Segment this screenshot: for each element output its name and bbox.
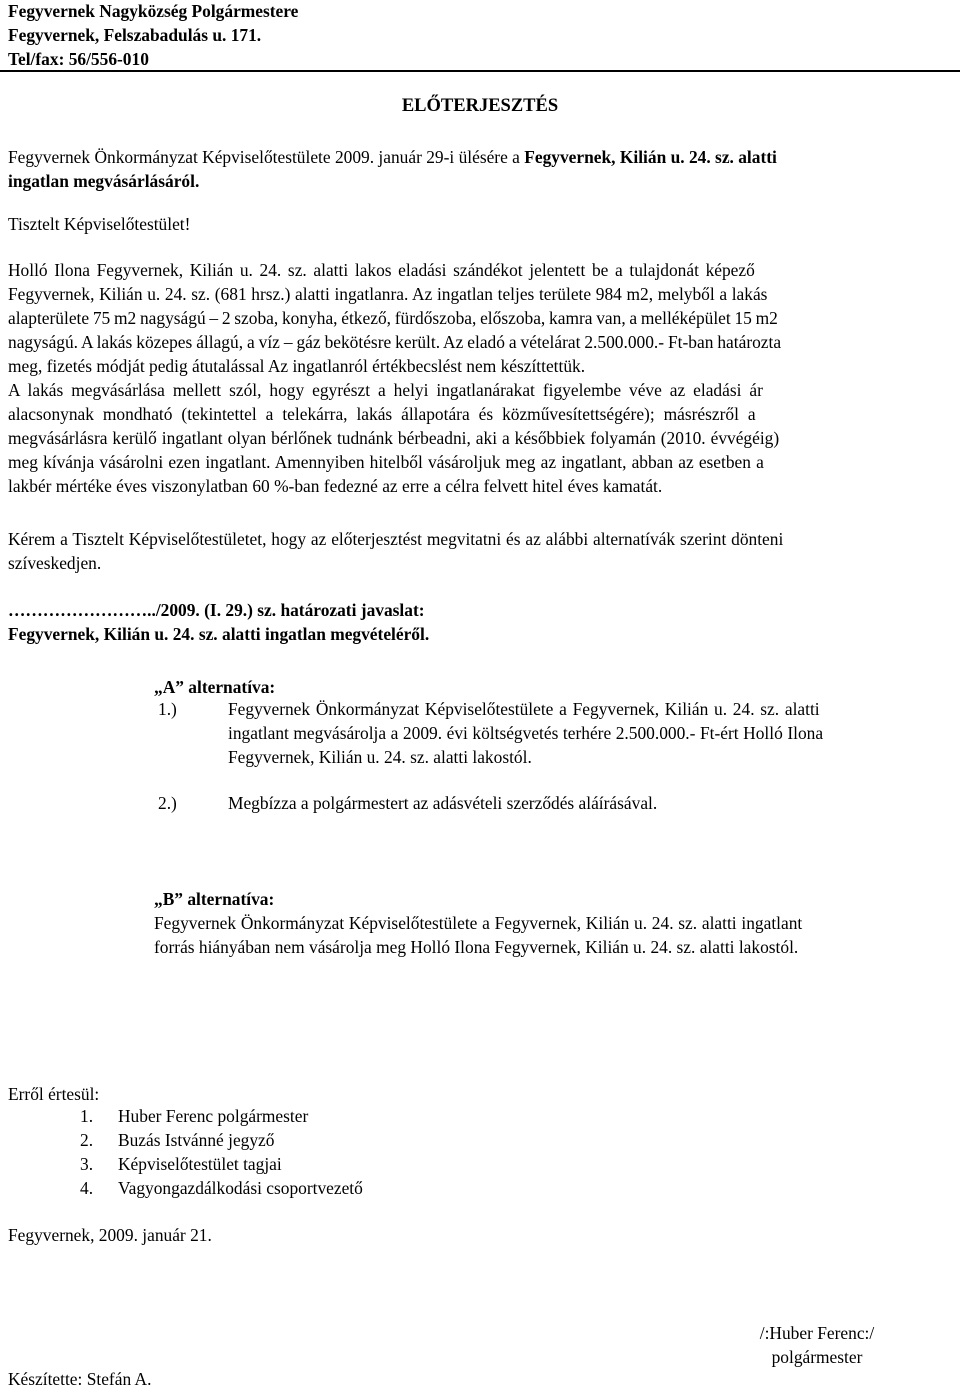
body-line: megvásárlásra kerülő ingatlant olyan bérlőnek tudnánk bérbeadni, aki a későbbiek folyamán (2010. évvégéig) [8, 428, 780, 448]
notify-heading: Erről értesül: [8, 1084, 100, 1104]
body-paragraph [8, 258, 952, 498]
resolution-subject: Fegyvernek, Kilián u. 24. sz. alatti ingatlan megvételéről. [8, 624, 430, 644]
header-rule [0, 70, 960, 72]
notify-list [80, 1104, 363, 1200]
notify-item [80, 1128, 363, 1152]
subject-line-2: ingatlan megvásárlásáról. [8, 171, 200, 191]
body-line: lakbér mértéke éves viszonylatban 60 %-ban fedezné az erre a célra felvett hitel éves kamatát. [8, 476, 663, 496]
salutation: Tisztelt Képviselőtestület! [8, 214, 191, 234]
alt-a-item-1-number: 1.) [158, 699, 177, 719]
body-line: Holló Ilona Fegyvernek, Kilián u. 24. sz. alatti lakos eladási szándékot jelentett be a tulajdonát képező [8, 260, 755, 280]
notify-item [80, 1104, 363, 1128]
alt-a-item-1-line: Fegyvernek, Kilián u. 24. sz. alatti lakostól. [228, 747, 532, 767]
notify-item [80, 1176, 363, 1200]
subject-line-1 [8, 145, 952, 169]
alt-a-heading: „A” alternatíva: [154, 677, 276, 697]
notify-item-text: Buzás Istvánné jegyző [118, 1130, 275, 1150]
notify-item [80, 1152, 363, 1176]
body-line: alacsonynak mondható (tekintettel a telekárra, lakás állapotára és közművesítettségére); másrészről a [8, 404, 756, 424]
body-line: Fegyvernek, Kilián u. 24. sz. (681 hrsz.) alatti ingatlanra. Az ingatlan teljes területe 984 m2, melyből a lakás [8, 284, 768, 304]
letterhead-address: Fegyvernek, Felszabadulás u. 171. [8, 25, 262, 45]
subject-address: Fegyvernek, Kilián u. 24. sz. alatti [524, 147, 777, 167]
notify-item-number: 2. [80, 1130, 94, 1150]
request-line: Kérem a Tisztelt Képviselőtestületet, hogy az előterjesztést megvitatni és az alábbi alternatívák szerint dönteni [8, 529, 784, 549]
body-line: alapterülete 75 m2 nagyságú – 2 szoba, konyha, étkező, fürdőszoba, előszoba, kamra van, a melléképület 15 m2 [8, 308, 778, 328]
alt-a-item-2-text: Megbízza a polgármestert az adásvételi szerződés aláírásával. [228, 793, 658, 813]
notify-item-number: 1. [80, 1106, 94, 1126]
alt-b-heading: „B” alternatíva: [154, 889, 275, 909]
document-title: ELŐTERJESZTÉS [401, 96, 559, 116]
prepared-by: Készítette: Stefán A. [8, 1369, 152, 1389]
notify-item-text: Vagyongazdálkodási csoportvezető [118, 1178, 363, 1198]
signature-role: polgármester [771, 1347, 863, 1367]
alt-b-line: forrás hiányában nem vásárolja meg Holló Ilona Fegyvernek, Kilián u. 24. sz. alatti lakostól. [154, 937, 799, 957]
alt-b-text [154, 911, 954, 959]
request-line: szíveskedjen. [8, 553, 102, 573]
letterhead [8, 0, 298, 71]
alt-a-item-1-line: Fegyvernek Önkormányzat Képviselőtestülete a Fegyvernek, Kilián u. 24. sz. alatti [228, 699, 820, 719]
request-paragraph [8, 527, 952, 575]
resolution-number: ……………………../2009. (I. 29.) sz. határozati javaslat: [8, 600, 425, 620]
notify-item-text: Képviselőtestület tagjai [118, 1154, 282, 1174]
body-line: A lakás megvásárlása mellett szól, hogy egyrészt a helyi ingatlanárakat figyelembe véve az eladási ár [8, 380, 763, 400]
alt-b-line: Fegyvernek Önkormányzat Képviselőtestülete a Fegyvernek, Kilián u. 24. sz. alatti ingatlant [154, 913, 803, 933]
body-line: nagyságú. A lakás közepes állagú, a víz – gáz bekötésre került. Az eladó a vételárat 2.500.000.- Ft-ban határozta [8, 332, 782, 352]
alt-a-item-1-text [228, 697, 952, 769]
letterhead-office: Fegyvernek Nagyközség Polgármestere [8, 1, 299, 21]
subject-paragraph [8, 145, 952, 193]
notify-item-number: 3. [80, 1154, 94, 1174]
resolution-heading [8, 598, 952, 646]
letterhead-phone: Tel/fax: 56/556-010 [8, 49, 149, 69]
alt-a-item-1-line: ingatlant megvásárolja a 2009. évi költségvetés terhére 2.500.000.- Ft-ért Holló Ilona [228, 723, 824, 743]
notify-item-number: 4. [80, 1178, 94, 1198]
signature-name: /:Huber Ferenc:/ [759, 1323, 875, 1343]
signature-block [742, 1321, 892, 1369]
body-line: meg kívánja vásárolni ezen ingatlant. Amennyiben hitelből vásároljuk meg az ingatlant, abban az esetben a [8, 452, 764, 472]
document-date: Fegyvernek, 2009. január 21. [8, 1225, 212, 1245]
body-line: meg, fizetés módját pedig átutalással Az ingatlanról értékbecslést nem készíttettük. [8, 356, 586, 376]
notify-item-text: Huber Ferenc polgármester [118, 1106, 309, 1126]
subject-text: Fegyvernek Önkormányzat Képviselőtestülete 2009. január 29-i ülésére a [8, 147, 525, 167]
alt-a-item-2-number: 2.) [158, 793, 177, 813]
